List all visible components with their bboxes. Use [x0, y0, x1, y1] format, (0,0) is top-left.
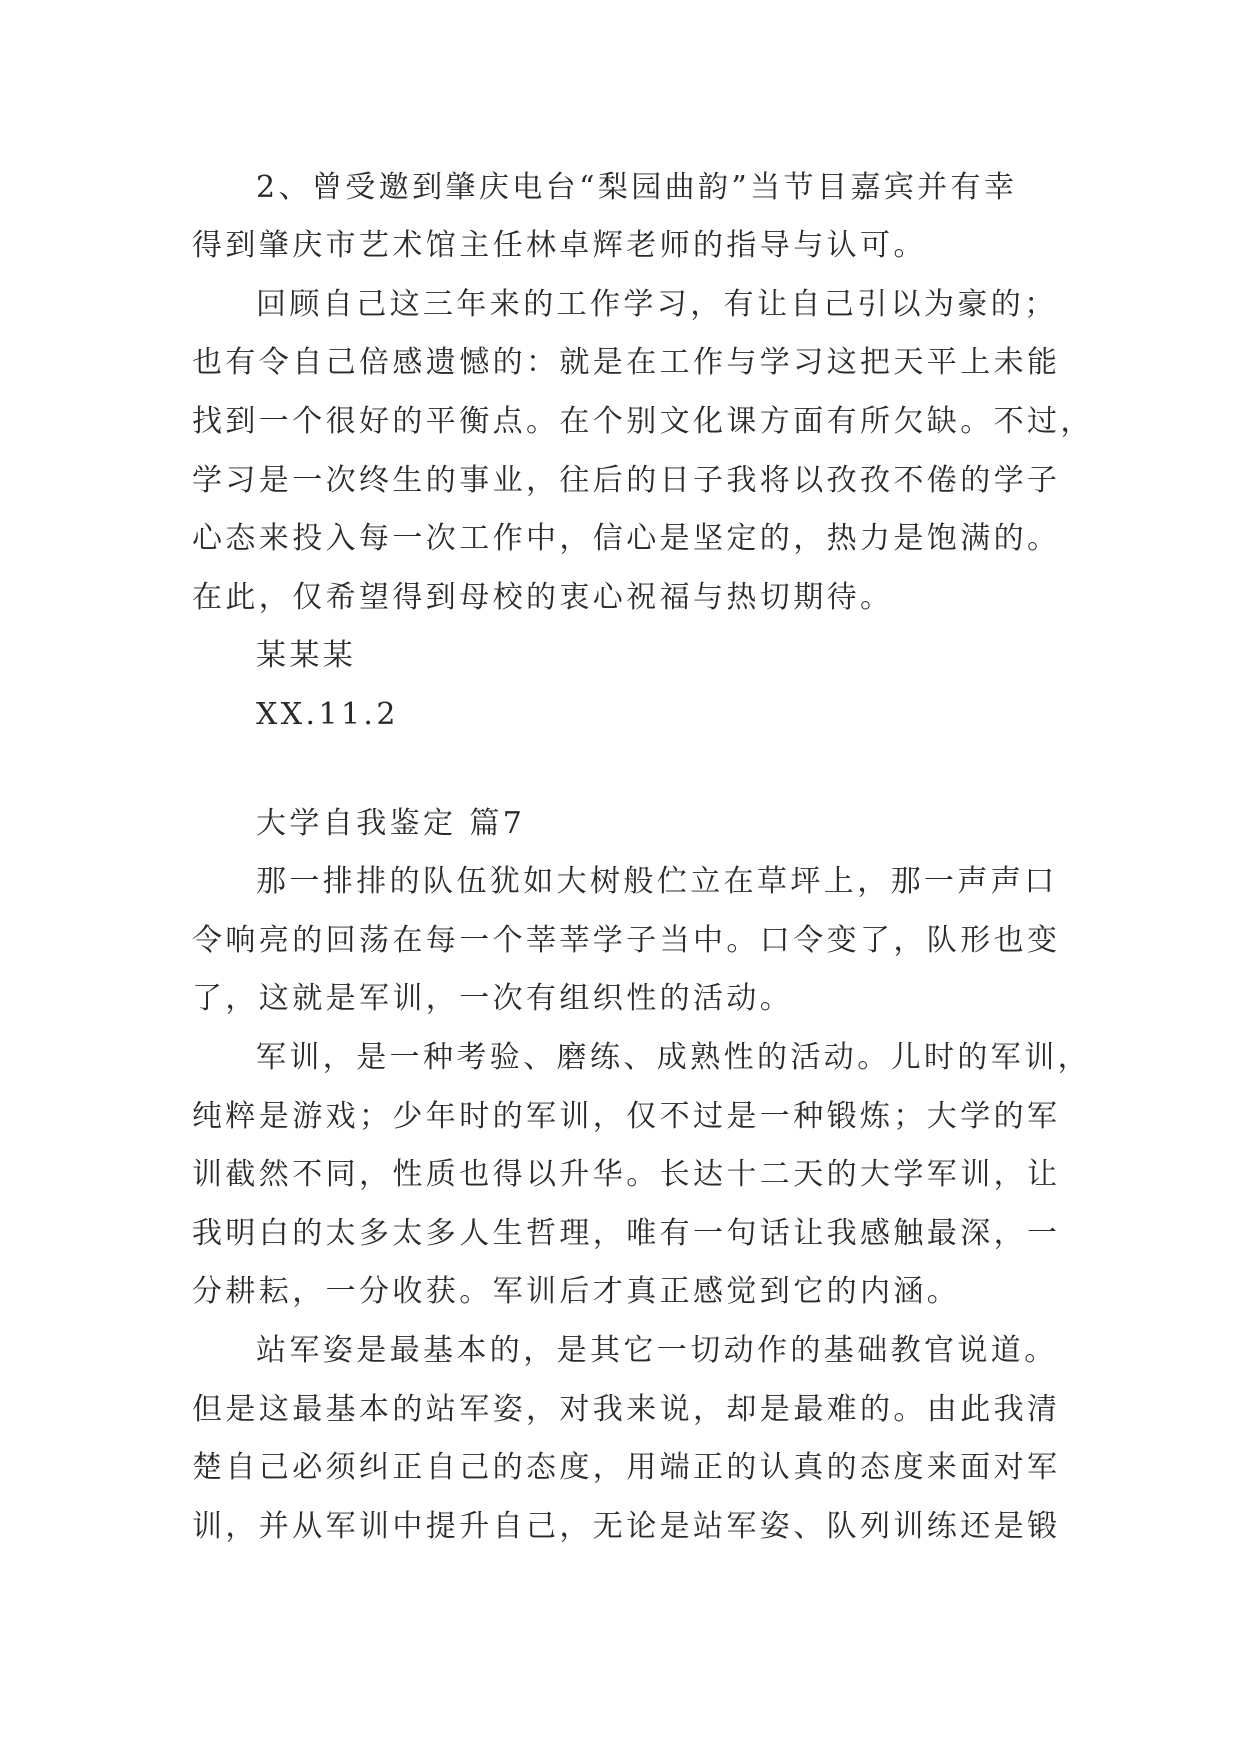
paragraph-line: 我明白的太多太多人生哲理，唯有一句话让我感触最深，一 — [192, 1216, 1061, 1251]
paragraph-line: 分耕耘，一分收获。军训后才真正感觉到它的内涵。 — [192, 1274, 961, 1309]
paragraph-line: 也有令自己倍感遗憾的：就是在工作与学习这把天平上未能 — [192, 345, 1061, 380]
paragraph-line: 站军姿是最基本的，是其它一切动作的基础教官说道。 — [256, 1333, 1058, 1368]
paragraph-line: 军训，是一种考验、磨练、成熟性的活动。儿时的军训， — [256, 1040, 1091, 1075]
signature-name: 某某某 — [256, 638, 357, 673]
paragraph-line: 训截然不同，性质也得以升华。长达十二天的大学军训，让 — [192, 1157, 1061, 1192]
section-heading: 大学自我鉴定 篇7 — [256, 806, 526, 841]
paragraph-line: 得到肇庆市艺术馆主任林卓辉老师的指导与认可。 — [192, 228, 927, 263]
paragraph-line: 但是这最基本的站军姿，对我来说，却是最难的。由此我清 — [192, 1392, 1061, 1427]
signature-date: XX.11.2 — [256, 697, 399, 732]
paragraph-line: 在此，仅希望得到母校的衷心祝福与热切期待。 — [192, 580, 894, 615]
paragraph-line: 令响亮的回荡在每一个莘莘学子当中。口令变了，队形也变 — [192, 923, 1061, 958]
paragraph-line: 2、曾受邀到肇庆电台“梨园曲韵”当节目嘉宾并有幸 — [256, 170, 1018, 205]
paragraph-line: 训，并从军训中提升自己，无论是站军姿、队列训练还是锻 — [192, 1509, 1061, 1544]
paragraph-line: 纯粹是游戏；少年时的军训，仅不过是一种锻炼；大学的军 — [192, 1099, 1061, 1134]
paragraph-line: 楚自己必须纠正自己的态度，用端正的认真的态度来面对军 — [192, 1450, 1061, 1485]
paragraph-line: 了，这就是军训，一次有组织性的活动。 — [192, 981, 794, 1016]
paragraph-line: 心态来投入每一次工作中，信心是坚定的，热力是饱满的。 — [192, 521, 1061, 556]
paragraph-line: 找到一个很好的平衡点。在个别文化课方面有所欠缺。不过， — [192, 404, 1094, 439]
paragraph-line: 回顾自己这三年来的工作学习，有让自己引以为豪的； — [256, 287, 1058, 322]
paragraph-line: 学习是一次终生的事业，往后的日子我将以孜孜不倦的学子 — [192, 463, 1061, 498]
paragraph-line: 那一排排的队伍犹如大树般伫立在草坪上，那一声声口 — [256, 864, 1058, 899]
